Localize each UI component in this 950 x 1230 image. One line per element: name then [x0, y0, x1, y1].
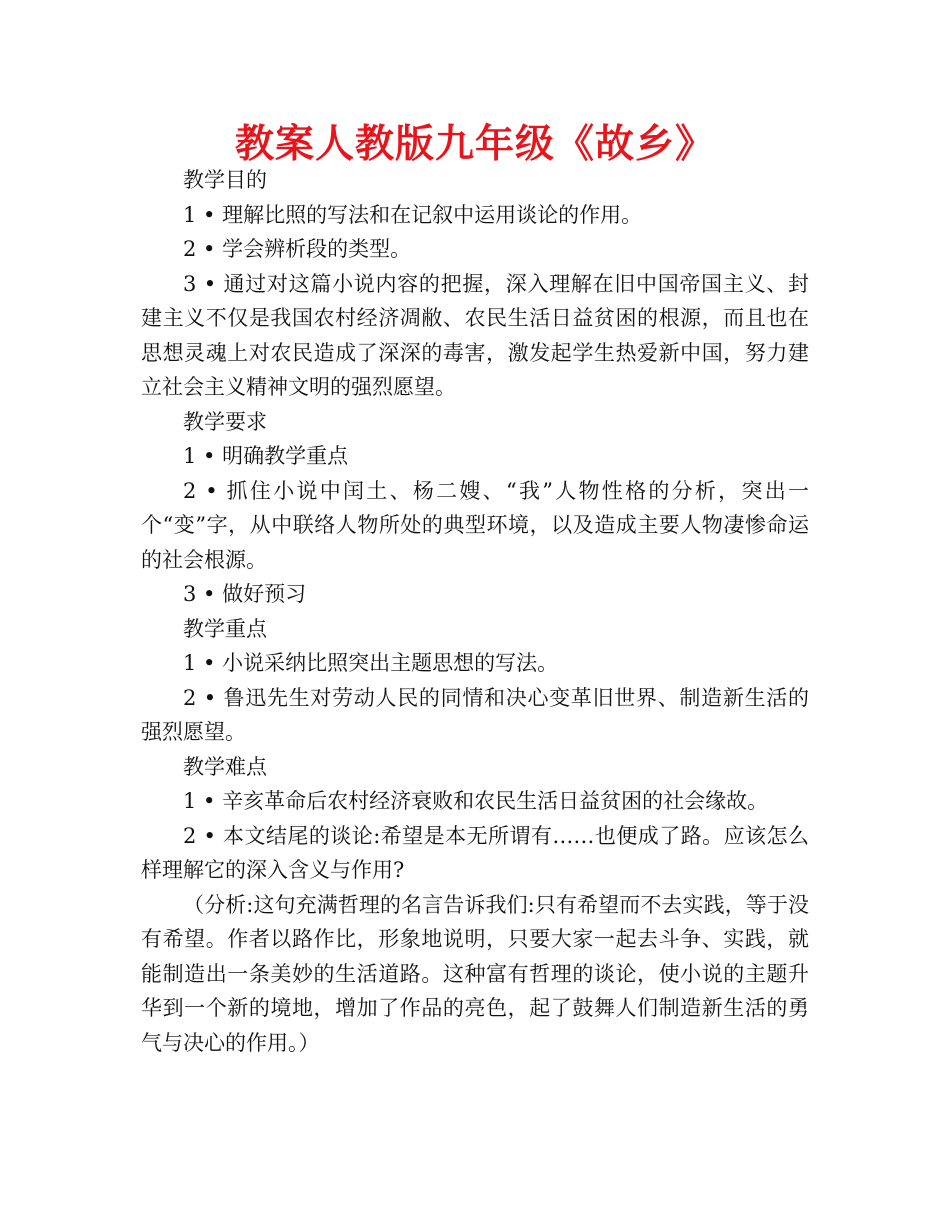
paragraph: 1 • 明确教学重点 [183, 444, 349, 468]
paragraph: 1 • 小说采纳比照突出主题思想的写法。 [183, 651, 559, 675]
section-heading-key-points: 教学重点 [183, 616, 267, 641]
paragraph: 2 • 学会辨析段的类型。 [183, 237, 412, 261]
paragraph: 1 • 理解比照的写法和在记叙中运用谈论的作用。 [183, 202, 643, 227]
paragraph: 2 • 本文结尾的谈论:希望是本无所谓有……也便成了路。应该怎么样理解它的深入含义与作用? [141, 823, 809, 882]
paragraph: 2 • 鲁迅先生对劳动人民的同情和决心变革旧世界、制造新生活的强烈愿望。 [141, 685, 809, 744]
document-body [141, 163, 809, 1060]
paragraph: 3 • 做好预习 [183, 582, 307, 606]
paragraph: 2 • 抓住小说中闰土、杨二嫂、“我”人物性格的分析，突出一个“变”字，从中联络人物所处的典型环境，以及造成主要人物凄惨命运的社会根源。 [141, 478, 809, 572]
paragraph-analysis: （分析:这句充满哲理的名言告诉我们:只有希望而不去实践，等于没有希望。作者以路作比，形象地说明，只要大家一起去斗争、实践，就能制造出一条美妙的生活道路。这种富有哲理的谈论，使小说的主题升华到一个新的境地，增加了作品的亮色，起了鼓舞人们制造新生活的勇气与决心的作用。） [141, 892, 809, 1055]
document-title: 教案人教版九年级《故乡》 [234, 122, 715, 167]
paragraph: 1 • 辛亥革命后农村经济衰败和农民生活日益贫困的社会缘故。 [183, 789, 769, 813]
paragraph: 3 • 通过对这篇小说内容的把握，深入理解在旧中国帝国主义、封建主义不仅是我国农村经济凋敝、农民生活日益贫困的根源，而且也在思想灵魂上对农民造成了深深的毒害，激发起学生热爱新中国，努力建立社会主义精神文明的强烈愿望。 [141, 271, 809, 399]
section-heading-requirements: 教学要求 [183, 409, 267, 434]
section-heading-difficulties: 教学难点 [183, 754, 267, 779]
section-heading-objectives: 教学目的 [183, 168, 267, 192]
